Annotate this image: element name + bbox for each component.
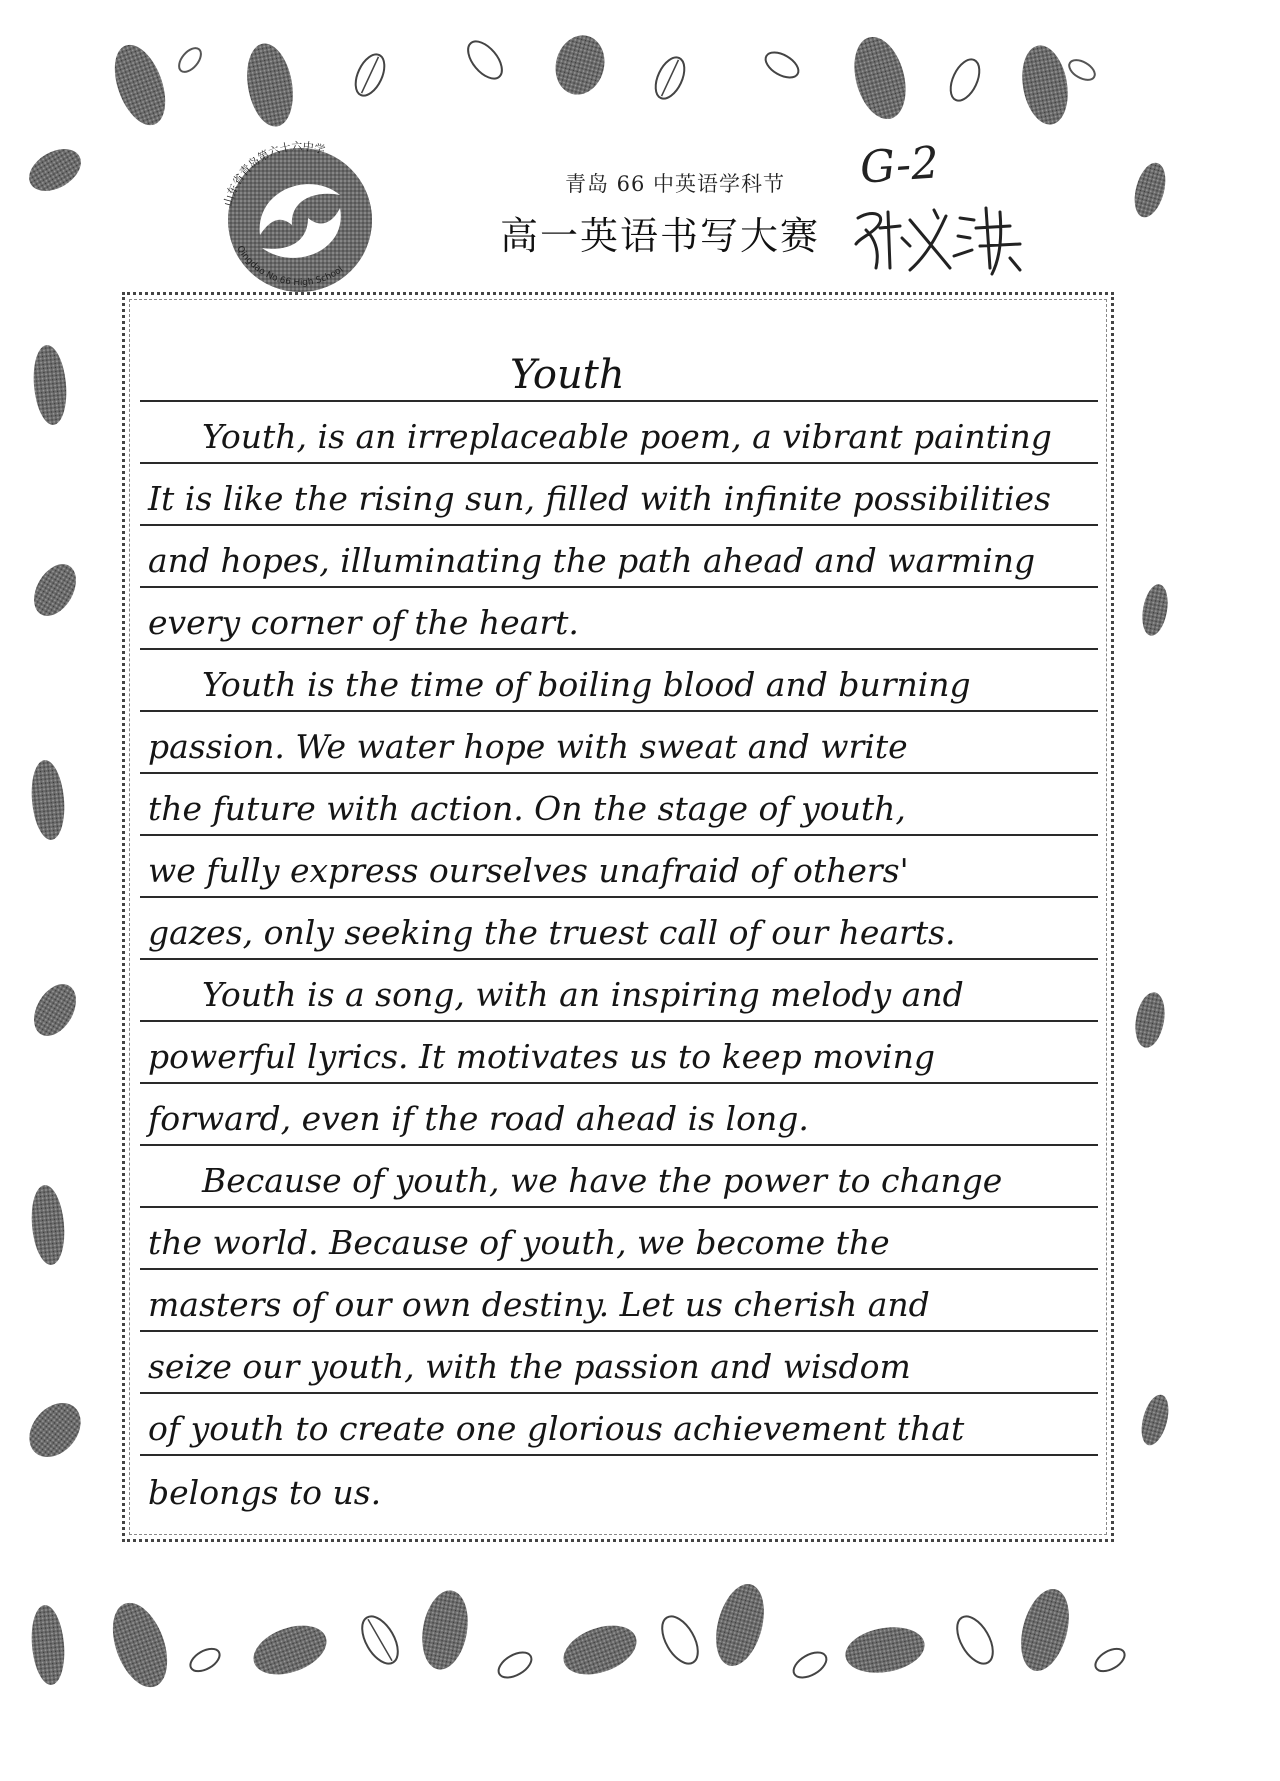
leaf-right-4 xyxy=(1137,1392,1174,1448)
student-name-signature xyxy=(850,198,1030,278)
essay-line: powerful lyrics. It motivates us to keep moving xyxy=(140,1022,1098,1084)
essay-line: belongs to us. xyxy=(148,1473,382,1512)
leaf-left-5 xyxy=(25,977,84,1043)
essay-line: the future with action. On the stage of youth, xyxy=(140,774,1098,836)
essay-line: Youth, is an irreplaceable poem, a vibrant painting xyxy=(140,402,1098,464)
leaf-left-3 xyxy=(25,557,84,623)
leaf-right-3 xyxy=(1131,990,1168,1050)
essay-line: every corner of the heart. xyxy=(140,588,1098,650)
leaf-bottom-11 xyxy=(842,1621,928,1678)
entry-code: G-2 xyxy=(858,137,941,194)
essay-line: gazes, only seeking the truest call of our hearts. xyxy=(140,898,1098,960)
leaf-left-8 xyxy=(29,1604,68,1686)
essay-line: Youth is a song, with an inspiring melody and xyxy=(140,960,1098,1022)
contest-title: 高一英语书写大赛 xyxy=(499,214,820,258)
essay-line: Because of youth, we have the power to change xyxy=(140,1146,1098,1208)
essay-line: It is like the rising sun, filled with infinite possibilities xyxy=(140,464,1098,526)
essay-line: of youth to create one glorious achievement that xyxy=(140,1394,1098,1456)
leaf-bottom-7 xyxy=(557,1616,643,1683)
essay-title-line xyxy=(140,340,1098,402)
leaf-bottom-12 xyxy=(950,1610,1000,1669)
essay-line: seize our youth, with the passion and wisdom xyxy=(140,1332,1098,1394)
school-logo xyxy=(200,120,400,320)
leaf-bottom-1 xyxy=(102,1595,177,1694)
leaf-left-1 xyxy=(22,140,88,199)
leaf-left-2 xyxy=(31,344,70,426)
leaf-right-2 xyxy=(1139,582,1172,637)
leaf-bottom-6 xyxy=(494,1647,535,1682)
essay-line: passion. We water hope with sweat and write xyxy=(140,712,1098,774)
leaf-right-1 xyxy=(1129,159,1171,220)
leaf-bottom-2 xyxy=(187,1644,224,1676)
leaf-left-7 xyxy=(19,1393,91,1467)
leaf-bottom-9 xyxy=(708,1579,772,1672)
essay-line: and hopes, illuminating the path ahead and warming xyxy=(140,526,1098,588)
leaf-left-4 xyxy=(29,759,68,841)
leaf-bottom-5 xyxy=(416,1587,473,1673)
essay-area xyxy=(140,340,1098,1518)
essay-line: we fully express ourselves unafraid of others' xyxy=(140,836,1098,898)
essay-line: the world. Because of youth, we become the xyxy=(140,1208,1098,1270)
leaf-bottom-4 xyxy=(355,1610,405,1669)
leaf-left-6 xyxy=(29,1184,68,1266)
essay-line: masters of our own destiny. Let us cherish and xyxy=(140,1270,1098,1332)
logo-text: 山东省青岛第六十六中学 xyxy=(221,139,327,208)
contest-subtitle: 青岛 66 中英语学科节 xyxy=(564,172,786,196)
essay-line: forward, even if the road ahead is long. xyxy=(140,1084,1098,1146)
essay-line: Youth is the time of boiling blood and burning xyxy=(140,650,1098,712)
leaf-bottom-3 xyxy=(247,1616,333,1683)
essay-title: Youth xyxy=(510,352,625,398)
logo-subtext: Qingdao No.66 High School xyxy=(234,244,346,289)
leaf-bottom-10 xyxy=(789,1647,830,1682)
leaf-bottom-14 xyxy=(1092,1644,1129,1676)
leaf-bottom-13 xyxy=(1013,1584,1077,1677)
leaf-bottom-8 xyxy=(655,1610,705,1669)
